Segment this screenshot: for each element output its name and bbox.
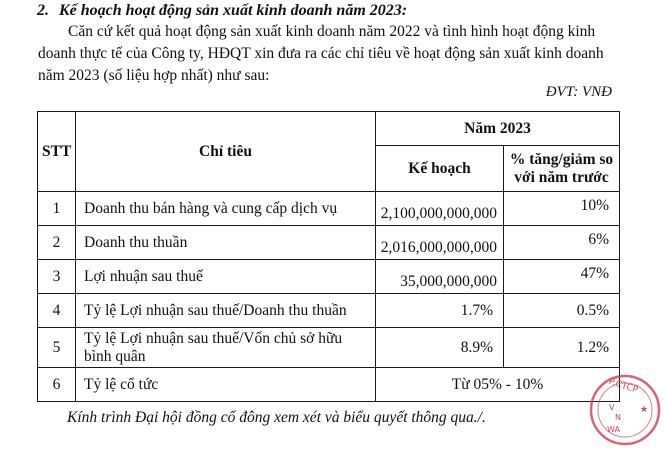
cell-change: 10% bbox=[504, 192, 620, 226]
cell-stt: 5 bbox=[38, 328, 76, 368]
cell-plan: Từ 05% - 10% bbox=[376, 368, 620, 402]
currency-unit: ĐVT: VNĐ bbox=[545, 84, 612, 100]
cell-plan: 35,000,000,000 bbox=[376, 260, 504, 294]
cell-change: 47% bbox=[504, 260, 620, 294]
svg-text:V: V bbox=[609, 403, 615, 412]
svg-text:P.CTCP: P.CTCP bbox=[607, 376, 639, 396]
header-year: Năm 2023 bbox=[376, 112, 620, 146]
cell-indicator: Tỷ lệ Lợi nhuận sau thuế/Doanh thu thuần bbox=[76, 294, 376, 328]
business-plan-table bbox=[37, 111, 620, 402]
table-row bbox=[38, 294, 620, 328]
header-indicator: Chỉ tiêu bbox=[76, 112, 376, 192]
intro-paragraph: Căn cứ kết quả hoạt động sản xuất kinh doanh năm 2022 và tình hình hoạt động kinh doanh thực tế của Công ty, HĐQT xin đưa ra các chỉ tiêu về hoạt động sản xuất kinh doanh năm 2023 (số liệu hợp nhất) như sau: bbox=[38, 23, 604, 84]
cell-stt: 3 bbox=[38, 260, 76, 294]
table-row bbox=[38, 260, 620, 294]
cell-plan: 1.7% bbox=[376, 294, 504, 328]
cell-change: 1.2% bbox=[504, 328, 620, 368]
table-row bbox=[38, 192, 620, 226]
cell-stt: 6 bbox=[38, 368, 76, 402]
section-heading bbox=[37, 2, 407, 20]
cell-indicator: Tỷ lệ Lợi nhuận sau thuế/Vốn chủ sở hữu bình quân bbox=[76, 328, 376, 368]
table-row bbox=[38, 226, 620, 260]
cell-indicator: Tỷ lệ cổ tức bbox=[76, 368, 376, 402]
cell-plan: 2,100,000,000,000 bbox=[376, 192, 504, 226]
cell-indicator: Doanh thu bán hàng và cung cấp dịch vụ bbox=[76, 192, 376, 226]
section-number: 2. bbox=[37, 2, 49, 19]
cell-change: 0.5% bbox=[504, 294, 620, 328]
cell-change: 6% bbox=[504, 226, 620, 260]
table-row bbox=[38, 328, 620, 368]
cell-stt: 2 bbox=[38, 226, 76, 260]
cell-indicator: Doanh thu thuần bbox=[76, 226, 376, 260]
svg-text:N: N bbox=[615, 413, 621, 422]
cell-stt: 4 bbox=[38, 294, 76, 328]
cell-plan: 2,016,000,000,000 bbox=[376, 226, 504, 260]
closing-sentence: Kính trình Đại hội đồng cổ đông xem xét và biểu quyết thông qua./. bbox=[67, 409, 486, 426]
company-seal bbox=[585, 370, 665, 450]
header-change: % tăng/giảm so với năm trước bbox=[504, 146, 620, 192]
svg-text:WA: WA bbox=[607, 425, 620, 434]
header-stt: STT bbox=[38, 112, 76, 192]
header-row-1 bbox=[38, 112, 620, 146]
table-row bbox=[38, 368, 620, 402]
cell-plan: 8.9% bbox=[376, 328, 504, 368]
header-plan: Kế hoạch bbox=[376, 146, 504, 192]
cell-indicator: Lợi nhuận sau thuế bbox=[76, 260, 376, 294]
cell-stt: 1 bbox=[38, 192, 76, 226]
svg-text:★: ★ bbox=[640, 405, 649, 415]
section-title: Kế hoạch hoạt động sản xuất kinh doanh năm 2023: bbox=[59, 2, 408, 19]
